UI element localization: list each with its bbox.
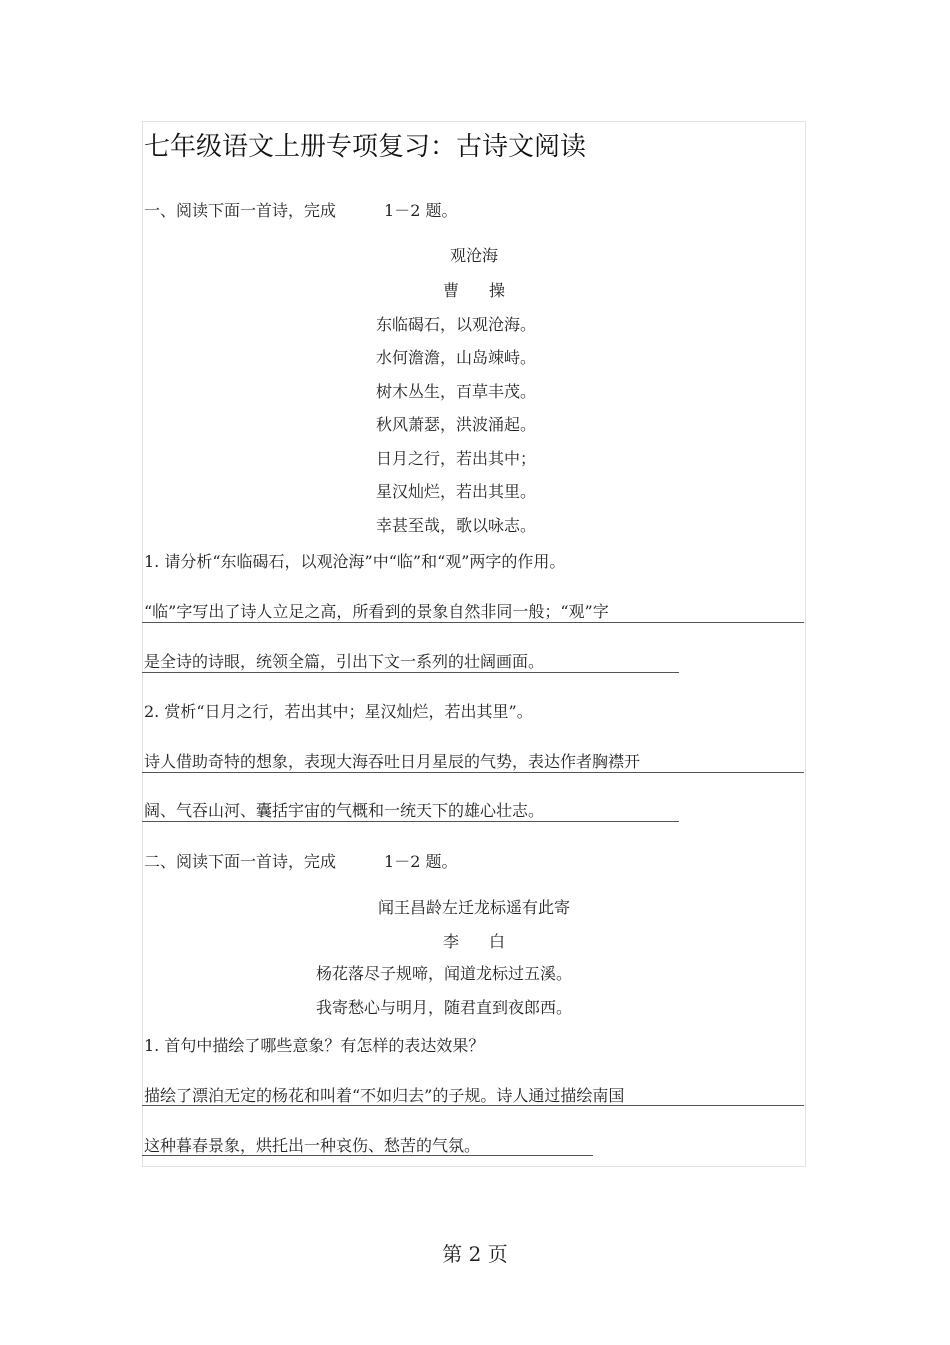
poem1-line: 星汉灿烂，若出其里。 xyxy=(376,482,537,501)
poem2-title: 闻王昌龄左迁龙标遥有此寄 xyxy=(377,898,570,917)
poem2-author-given: 白 xyxy=(489,932,506,951)
section2-heading-text: 二、阅读下面一首诗，完成 xyxy=(144,852,337,871)
poem2-author-surname: 李 xyxy=(442,932,459,951)
answer-underline xyxy=(142,1105,804,1106)
answer-underline xyxy=(142,672,679,673)
section2-heading xyxy=(144,852,457,872)
poem1-author xyxy=(142,281,806,301)
poem1-line: 秋风萧瑟，洪波涌起。 xyxy=(376,415,537,434)
section2-answer-1-line1: 描绘了漂泊无定的杨花和叫着“不如归去”的子规。诗人通过描绘南国 xyxy=(144,1086,625,1105)
section2-question-1: 1. 首句中描绘了哪些意象？有怎样的表达效果？ xyxy=(144,1036,485,1055)
section2-heading-range: 1－2 题。 xyxy=(384,852,458,871)
section1-question-1: 1. 请分析“东临碣石，以观沧海”中“临”和“观”两字的作用。 xyxy=(144,552,566,571)
poem1-line: 树木丛生，百草丰茂。 xyxy=(376,382,537,401)
poem2-author xyxy=(142,932,806,952)
poem1-line: 日月之行，若出其中； xyxy=(376,449,537,468)
section1-answer-1-line1: “临”字写出了诗人立足之高，所看到的景象自然非同一般；“观”字 xyxy=(144,602,609,621)
answer-underline xyxy=(142,622,804,623)
page-number: 第 2 页 xyxy=(442,1242,508,1266)
section1-question-2: 2. 赏析“日月之行，若出其中；星汉灿烂，若出其里”。 xyxy=(144,702,533,721)
poem2-line: 我寄愁心与明月，随君直到夜郎西。 xyxy=(316,998,573,1017)
answer-underline xyxy=(142,772,804,773)
poem1-line: 东临碣石，以观沧海。 xyxy=(376,315,537,334)
answer-underline xyxy=(142,821,679,822)
document-title: 七年级语文上册专项复习：古诗文阅读 xyxy=(144,132,587,162)
poem1-line: 幸甚至哉，歌以咏志。 xyxy=(376,516,537,535)
poem2-line: 杨花落尽子规啼，闻道龙标过五溪。 xyxy=(316,964,573,983)
poem1-title: 观沧海 xyxy=(449,246,498,265)
answer-underline xyxy=(142,1155,593,1156)
poem1-author-surname: 曹 xyxy=(442,281,459,300)
section1-answer-2-line1: 诗人借助奇特的想象，表现大海吞吐日月星辰的气势，表达作者胸襟开 xyxy=(144,752,641,771)
section2-answer-1-line2: 这种暮春景象，烘托出一种哀伤、愁苦的气氛。 xyxy=(144,1136,481,1155)
poem1-line: 水何澹澹，山岛竦峙。 xyxy=(376,348,537,367)
section1-heading-text: 一、阅读下面一首诗，完成 xyxy=(144,201,337,220)
poem1-author-given: 操 xyxy=(489,281,506,300)
section1-answer-1-line2: 是全诗的诗眼，统领全篇，引出下文一系列的壮阔画面。 xyxy=(144,652,545,671)
section1-heading-range: 1－2 题。 xyxy=(384,201,458,220)
section1-heading xyxy=(144,201,457,221)
section1-answer-2-line2: 阔、气吞山河、囊括宇宙的气概和一统天下的雄心壮志。 xyxy=(144,801,545,820)
